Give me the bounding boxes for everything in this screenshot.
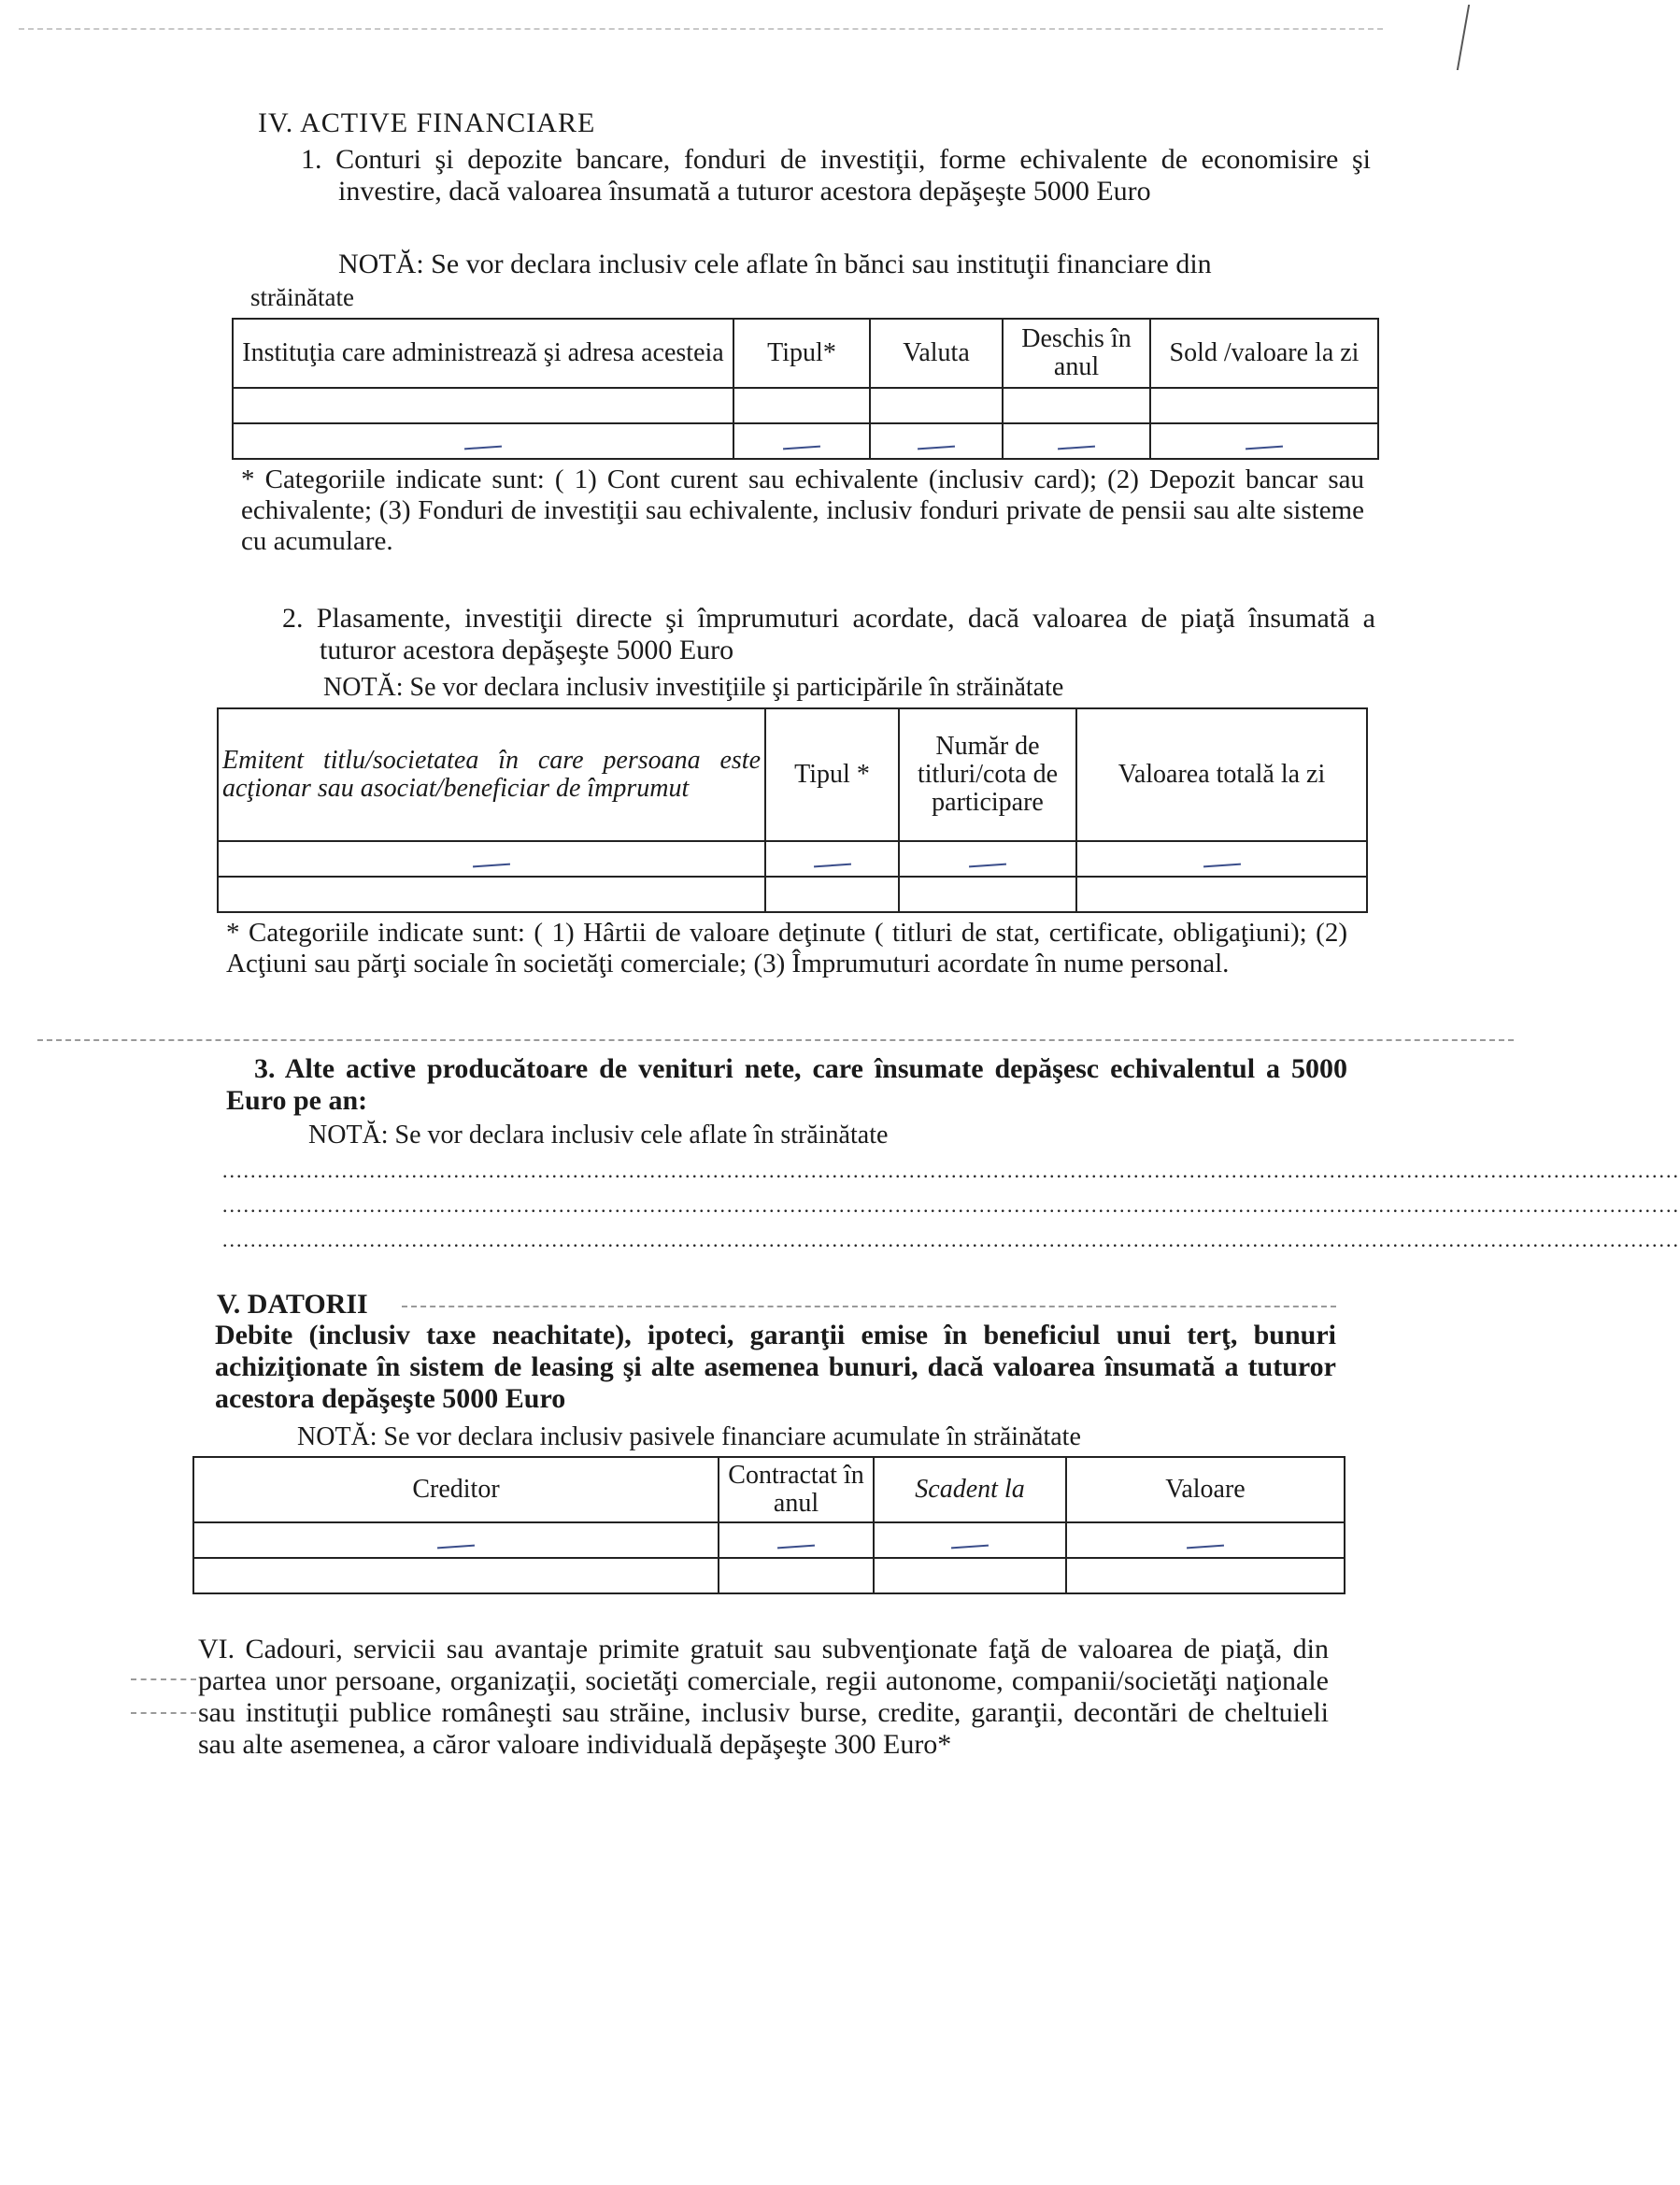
col-type: Tipul * bbox=[765, 708, 899, 841]
table-row bbox=[218, 877, 1367, 912]
table-row bbox=[233, 388, 1378, 423]
dash-mark bbox=[1058, 446, 1095, 450]
col-creditor: Creditor bbox=[193, 1457, 719, 1522]
item1-footnote: * Categoriile indicate sunt: ( 1) Cont curent sau echivalente (inclusiv card); (2) Depozit bancar sau echivalente; (3) Fonduri de investiţii sau echivalente, inclusiv fonduri private de pensii sau alte sisteme cu acumulare. bbox=[241, 464, 1364, 556]
dotted-line: ................................................................................................................................................................................................................ bbox=[222, 1159, 1680, 1182]
item2-text: 2. Plasamente, investiţii directe şi împrumuturi acordate, dacă valoarea de piaţă însumată a tuturor acestora depăşeşte 5000 Euro bbox=[282, 603, 1375, 665]
accounts-table bbox=[232, 318, 1379, 460]
dash-mark bbox=[464, 446, 502, 450]
scan-noise bbox=[131, 1678, 196, 1680]
table-row bbox=[218, 841, 1367, 877]
section-v-text: Debite (inclusiv taxe neachitate), ipoteci, garanţii emise în beneficiul unui terţ, bunuri achiziţionate în sistem de leasing şi alte asemenea bunuri, dacă valoarea însumată a tuturor acestora depăşeşte 5000 Euro bbox=[215, 1320, 1336, 1414]
item1-note-line1: NOTĂ: Se vor declara inclusiv cele aflate în bănci sau instituţii financiare din bbox=[338, 249, 1212, 279]
investments-table bbox=[217, 707, 1368, 913]
dash-mark bbox=[813, 864, 850, 868]
section-vi-text: VI. Cadouri, servicii sau avantaje primite gratuit sau subvenţionate faţă de valoarea de piaţă, din partea unor persoane, organizaţii, societăţi comerciale, regii autonome, companii/societăţi naţionale sau instituţii publice româneşti sau străine, inclusiv burse, credite, garanţii, decontări de cheltuieli sau alte asemenea, a căror valoare individuală depăşeşte 300 Euro* bbox=[198, 1634, 1329, 1760]
col-type: Tipul* bbox=[733, 319, 870, 388]
section-v-title: V. DATORII bbox=[217, 1289, 368, 1320]
table-row bbox=[193, 1522, 1345, 1558]
dash-mark bbox=[783, 446, 820, 450]
col-contracted-year: Contractat în anul bbox=[719, 1457, 874, 1522]
item2-footnote: * Categoriile indicate sunt: ( 1) Hârtii de valoare deţinute ( titluri de stat, certificate, obligaţiuni); (2) Acţiuni sau părţi sociale în societăţi comerciale; (3) Împrumuturi acordate în nume personal. bbox=[226, 918, 1347, 978]
table-row bbox=[233, 423, 1378, 459]
dash-mark bbox=[437, 1545, 475, 1549]
dash-mark bbox=[918, 446, 955, 450]
col-value: Valoare bbox=[1066, 1457, 1345, 1522]
col-due-date: Scadent la bbox=[874, 1457, 1066, 1522]
col-issuer: Emitent titlu/societatea în care persoana este acţionar sau asociat/beneficiar de împrumut bbox=[218, 708, 765, 841]
item2-note: NOTĂ: Se vor declara inclusiv investiţiile şi participările în străinătate bbox=[323, 673, 1064, 702]
item1-text: 1. Conturi şi depozite bancare, fonduri de investiţii, forme echivalente de economisire şi investire, dacă valoarea însumată a tuturor acestora depăşeşte 5000 Euro bbox=[301, 144, 1371, 207]
dash-mark bbox=[1187, 1545, 1224, 1549]
section-v-note: NOTĂ: Se vor declara inclusiv pasivele financiare acumulate în străinătate bbox=[297, 1422, 1081, 1451]
col-total-value: Valoarea totală la zi bbox=[1076, 708, 1367, 841]
col-balance: Sold /valoare la zi bbox=[1150, 319, 1378, 388]
dash-mark bbox=[951, 1545, 989, 1549]
col-currency: Valuta bbox=[870, 319, 1003, 388]
scan-noise bbox=[37, 1039, 1514, 1041]
table-row bbox=[193, 1558, 1345, 1593]
dotted-line: ................................................................................................................................................................................................................ bbox=[222, 1193, 1680, 1217]
item3-text: 3. Alte active producătoare de venituri nete, care însumate depăşesc echivalentul a 5000 Euro pe an: bbox=[226, 1053, 1347, 1116]
scan-noise bbox=[402, 1306, 1336, 1307]
dotted-line: ................................................................................................................................................................................................................ bbox=[222, 1228, 1680, 1251]
item3-note: NOTĂ: Se vor declara inclusiv cele aflate în străinătate bbox=[308, 1121, 889, 1150]
scan-mark bbox=[1457, 5, 1507, 70]
scan-noise-top bbox=[19, 28, 1383, 30]
col-shares-count: Număr de titluri/cota de participare bbox=[899, 708, 1076, 841]
dash-mark bbox=[473, 864, 510, 868]
section-iv-title: IV. ACTIVE FINANCIARE bbox=[258, 107, 596, 138]
debts-table bbox=[192, 1456, 1345, 1594]
col-opened-year: Deschis în anul bbox=[1003, 319, 1150, 388]
scan-noise bbox=[131, 1712, 196, 1714]
dash-mark bbox=[969, 864, 1006, 868]
col-institution: Instituţia care administrează şi adresa acesteia bbox=[233, 319, 733, 388]
item1-note-line2: străinătate bbox=[250, 283, 354, 311]
dash-mark bbox=[1203, 864, 1240, 868]
dash-mark bbox=[1246, 446, 1283, 450]
dash-mark bbox=[777, 1545, 815, 1549]
